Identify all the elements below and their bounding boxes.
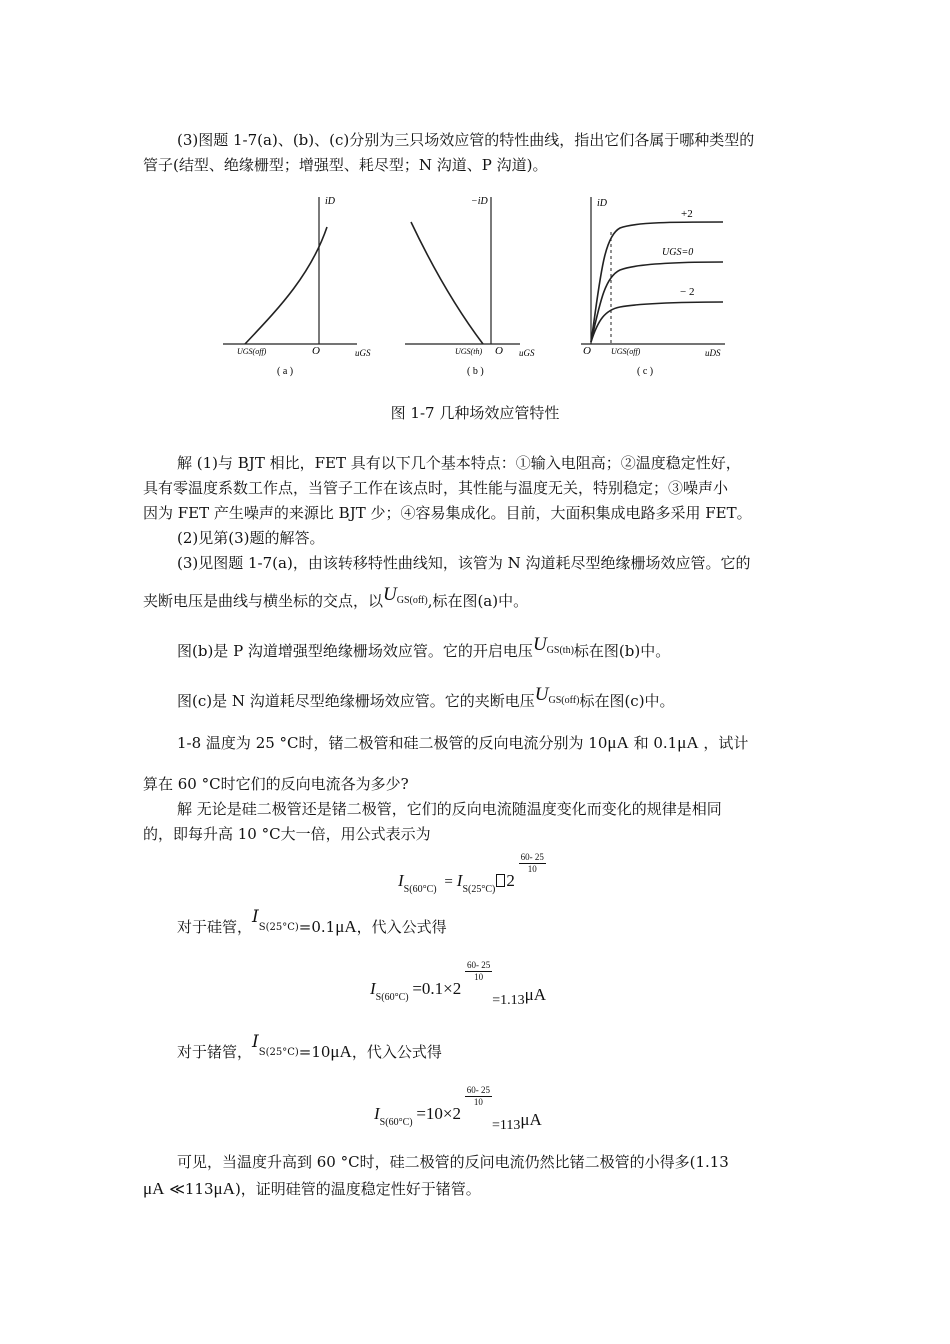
answer-5-text: 图(c)是 N 沟道耗尽型绝缘栅场效应管。它的夹断电压 xyxy=(177,692,535,710)
answer-5 xyxy=(143,682,808,714)
panel-c-label-zero: UGS=0 xyxy=(662,247,694,258)
conclusion-tail: )，证明硅管的温度稳定性好于锗管。 xyxy=(234,1180,481,1198)
symbol-I: I xyxy=(252,907,259,927)
symbol-sub-gsoff: GS(off) xyxy=(396,595,428,606)
answer-2: (2)见第(3)题的解答。 xyxy=(177,529,325,547)
frac-num: 60- 25 xyxy=(520,852,544,862)
silicon-value: =0.1 xyxy=(298,918,336,936)
base-2: 2 xyxy=(506,871,515,890)
formula-main xyxy=(398,852,546,895)
unit-ua: μA xyxy=(677,733,699,752)
figure-caption: 图 1-7 几种场效应管特性 xyxy=(390,404,560,422)
symbol-sub-gsoff: GS(off) xyxy=(548,695,580,706)
sub-60: S(60°C) xyxy=(403,884,437,895)
panel-c-label-minus2: − 2 xyxy=(680,286,695,298)
formula-silicon xyxy=(370,960,546,1009)
answer-4 xyxy=(143,632,808,664)
conclusion-line1: 可见，当温度升高到 60 °C时，硅二极管的反问电流仍然比锗二极管的小得多(1.13 xyxy=(177,1153,729,1171)
answer-3-line1: (3)见图题 1-7(a)，由该转移特性曲线知，该管为 N 沟道耗尽型绝缘栅场效应管。它的 xyxy=(177,554,751,572)
frac-den: 10 xyxy=(473,1097,483,1107)
panel-b xyxy=(405,197,520,344)
panel-c-point: UGS(off) xyxy=(611,347,641,356)
answer-1 xyxy=(143,451,808,526)
symbol-U: U xyxy=(534,684,549,705)
question-3 xyxy=(143,128,808,178)
germanium-eq: =10×2 xyxy=(416,1104,461,1123)
sub-25: S(25°C) xyxy=(258,1047,299,1058)
answer-5-tail: 标在图(c)中。 xyxy=(579,692,675,710)
panel-c-xlabel: uDS xyxy=(705,348,721,358)
unit-ua: μA xyxy=(524,985,547,1004)
exponent-fraction xyxy=(465,1085,492,1108)
panel-c xyxy=(581,197,725,344)
sub-25: S(25°C) xyxy=(462,884,496,895)
exponent-fraction xyxy=(519,852,546,875)
figure-1-7-svg xyxy=(215,192,735,382)
formula-germanium xyxy=(374,1085,542,1134)
question-1-8-and: 和 0.1 xyxy=(633,734,678,752)
germanium-result: =113 xyxy=(492,1118,521,1133)
answer-3-line2 xyxy=(143,582,808,614)
frac-num: 60- 25 xyxy=(466,1085,490,1095)
germanium-line xyxy=(143,1030,808,1065)
question-1-8-tail: ，试计 xyxy=(703,734,749,752)
panel-b-curve xyxy=(411,222,483,344)
answer-1-line1: 解 (1)与 BJT 相比，FET 具有以下几个基本特点：①输入电阻高；②温度稳定性好， xyxy=(177,454,741,472)
germanium-text: 对于锗管， xyxy=(177,1043,253,1061)
symbol-sub-gsth: GS(th) xyxy=(546,645,574,656)
question-1-8 xyxy=(143,730,808,756)
conclusion-compare: ≪113 xyxy=(169,1180,214,1198)
sub-25: S(25°C) xyxy=(258,922,299,933)
answer-3 xyxy=(143,551,808,576)
answer-4-text: 图(b)是 P 沟道增强型绝缘栅场效应管。它的开启电压 xyxy=(177,642,533,660)
panel-c-origin: O xyxy=(583,345,591,357)
symbol-I: I xyxy=(398,871,404,890)
panel-a-caption: ( a ) xyxy=(277,366,294,377)
panel-a-xlabel: uGS xyxy=(355,348,371,358)
answer-1-line2: 具有零温度系数工作点，当管子工作在该点时，其性能与温度无关，特别稳定；③噪声小 xyxy=(143,479,729,497)
sub-60: S(60°C) xyxy=(379,1117,413,1128)
frac-den: 10 xyxy=(474,972,484,982)
question-1-8-line2: 算在 60 °C时它们的反向电流各为多少? xyxy=(143,775,409,793)
silicon-line xyxy=(143,905,808,940)
symbol-U: U xyxy=(383,584,397,605)
symbol-I: I xyxy=(374,1104,380,1123)
unit-ua: μA xyxy=(335,917,357,936)
panel-c-label-plus2: +2 xyxy=(681,208,693,220)
figure-1-7 xyxy=(215,192,735,382)
panel-b-point: UGS(th) xyxy=(455,347,483,356)
question-3-line2: 管子(结型、绝缘栅型；增强型、耗尽型；N 沟道、P 沟道)。 xyxy=(143,156,548,174)
panel-c-ylabel: iD xyxy=(597,198,607,209)
unit-ua: μA xyxy=(330,1042,352,1061)
unit-ua: μA xyxy=(520,1110,542,1129)
silicon-result: =1.13 xyxy=(492,993,525,1008)
answer-4-tail: 标在图(b)中。 xyxy=(573,642,671,660)
panel-b-origin: O xyxy=(495,345,503,357)
question-1-8-text: 1-8 温度为 25 °C时，锗二极管和硅二极管的反向电流分别为 10 xyxy=(177,734,608,752)
solution-line2: 的，即每升高 10 °C大一倍，用公式表示为 xyxy=(143,825,431,843)
germanium-tail: ，代入公式得 xyxy=(351,1043,442,1061)
silicon-tail: ，代入公式得 xyxy=(356,918,447,936)
panel-a-point: UGS(off) xyxy=(237,347,267,356)
symbol-I: I xyxy=(252,1032,259,1052)
sub-60: S(60°C) xyxy=(375,992,409,1003)
frac-den: 10 xyxy=(527,864,537,874)
answer-3-line2-tail: ,标在图(a)中。 xyxy=(427,592,529,610)
silicon-text: 对于硅管， xyxy=(177,918,253,936)
panel-b-ylabel: −iD xyxy=(471,196,488,207)
panel-a-origin: O xyxy=(312,345,320,357)
solution-intro xyxy=(143,797,808,847)
panel-c-caption: ( c ) xyxy=(637,366,654,377)
solution-line1: 解 无论是硅二极管还是锗二极管，它们的反向电流随温度变化而变化的规律是相同 xyxy=(177,800,722,818)
answer-3-line2-text: 夹断电压是曲线与横坐标的交点，以 xyxy=(143,592,384,610)
symbol-I: I xyxy=(370,979,376,998)
placeholder-box xyxy=(496,874,505,887)
panel-a-ylabel: iD xyxy=(325,196,335,207)
silicon-eq: =0.1×2 xyxy=(412,979,462,998)
symbol-U: U xyxy=(532,634,547,655)
unit-ua: μA xyxy=(607,733,629,752)
equals: = xyxy=(444,874,453,890)
question-3-line1: (3)图题 1-7(a)、(b)、(c)分别为三只场效应管的特性曲线，指出它们各属于哪种类型的 xyxy=(177,131,755,149)
answer-1-line3: 因为 FET 产生噪声的来源比 BJT 少；④容易集成化。目前，大面积集成电路多采用 FET。 xyxy=(143,504,752,522)
conclusion xyxy=(143,1150,808,1175)
unit-ua: μA xyxy=(213,1179,235,1198)
symbol-I: I xyxy=(456,871,463,890)
unit-ua: μA xyxy=(143,1179,165,1198)
germanium-value: =10 xyxy=(298,1043,331,1061)
panel-a-curve xyxy=(245,227,327,344)
panel-b-xlabel: uGS xyxy=(519,348,535,358)
panel-b-caption: ( b ) xyxy=(467,366,484,377)
conclusion-line2 xyxy=(143,1176,808,1202)
exponent-fraction xyxy=(465,960,492,983)
panel-a xyxy=(223,197,357,344)
frac-num: 60- 25 xyxy=(467,960,491,970)
